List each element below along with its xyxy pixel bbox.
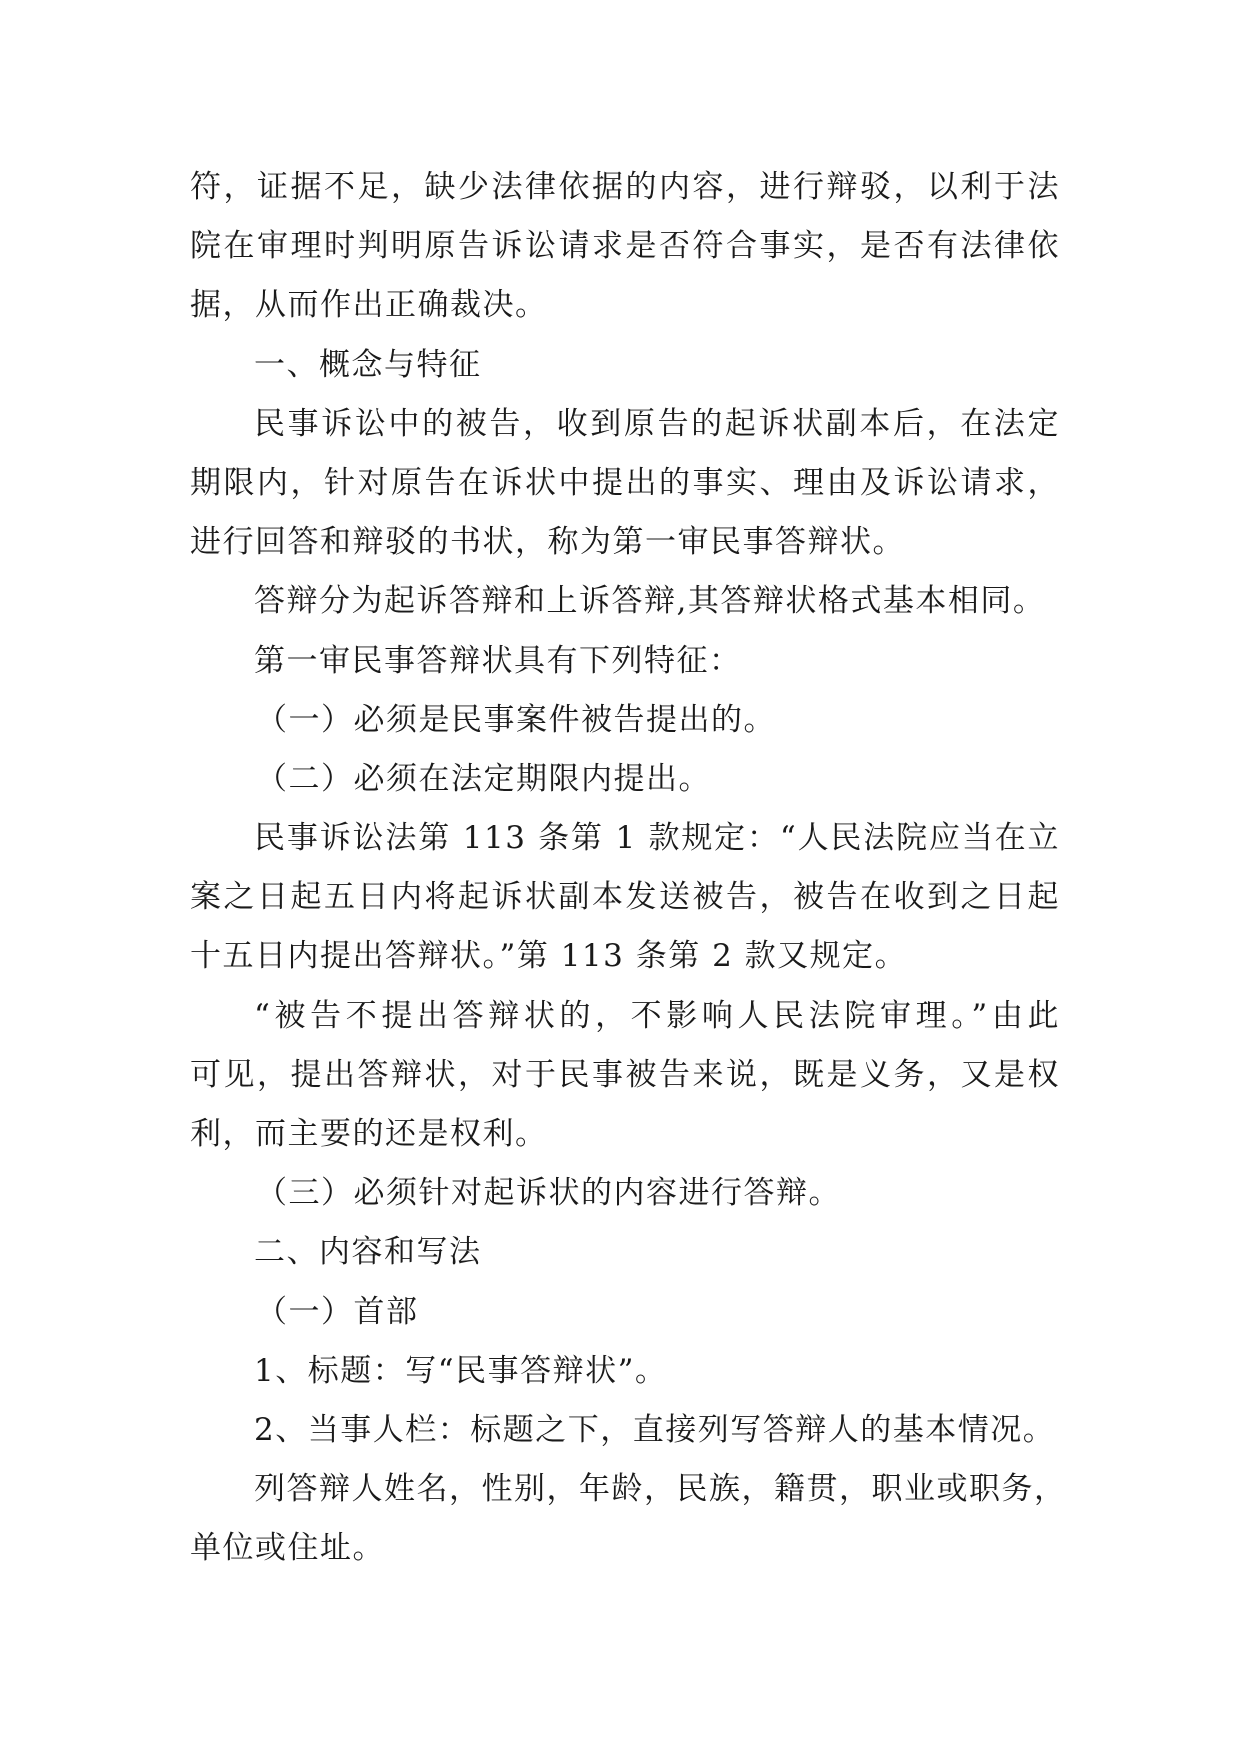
section-heading: 一、概念与特征 bbox=[254, 346, 482, 383]
list-item: 1、标题：写“民事答辩状”。 bbox=[254, 1352, 668, 1389]
text-line: 答辩分为起诉答辩和上诉答辩,其答辩状格式基本相同。 bbox=[254, 583, 1046, 620]
list-item: 2、当事人栏：标题之下，直接列写答辩人的基本情况。 bbox=[254, 1411, 1056, 1448]
list-item: （二）必须在法定期限内提出。 bbox=[256, 760, 711, 797]
text-line: “被告不提出答辩状的，不影响人民法院审理。”由此 bbox=[254, 997, 1060, 1034]
text-line: 院在审理时判明原告诉讼请求是否符合事实，是否有法律依 bbox=[190, 228, 1060, 265]
text-line: 第一审民事答辩状具有下列特征： bbox=[254, 642, 742, 679]
list-item: （一）必须是民事案件被告提出的。 bbox=[256, 701, 776, 738]
text-line: 民事诉讼法第 113 条第 1 款规定：“人民法院应当在立 bbox=[254, 820, 1060, 857]
text-line: 单位或住址。 bbox=[190, 1530, 385, 1567]
text-line: 进行回答和辩驳的书状，称为第一审民事答辩状。 bbox=[190, 524, 905, 561]
text-line: 十五日内提出答辩状。”第 113 条第 2 款又规定。 bbox=[190, 938, 908, 975]
text-line: 案之日起五日内将起诉状副本发送被告，被告在收到之日起 bbox=[190, 879, 1060, 916]
text-line: 可见，提出答辩状，对于民事被告来说，既是义务，又是权 bbox=[190, 1056, 1060, 1093]
text-line: 列答辩人姓名，性别，年龄，民族，籍贯，职业或职务， bbox=[254, 1471, 1067, 1508]
text-line: 利，而主要的还是权利。 bbox=[190, 1116, 548, 1152]
document-body bbox=[190, 158, 1067, 1579]
subsection-heading: （一）首部 bbox=[256, 1293, 419, 1330]
text-line: 民事诉讼中的被告，收到原告的起诉状副本后，在法定 bbox=[254, 405, 1060, 442]
section-heading: 二、内容和写法 bbox=[254, 1234, 482, 1271]
text-line: 符，证据不足，缺少法律依据的内容，进行辩驳，以利于法 bbox=[190, 169, 1060, 205]
text-line: 据，从而作出正确裁决。 bbox=[190, 287, 548, 324]
list-item: （三）必须针对起诉状的内容进行答辩。 bbox=[256, 1175, 841, 1212]
text-line: 期限内，针对原告在诉状中提出的事实、理由及诉讼请求， bbox=[190, 464, 1060, 501]
